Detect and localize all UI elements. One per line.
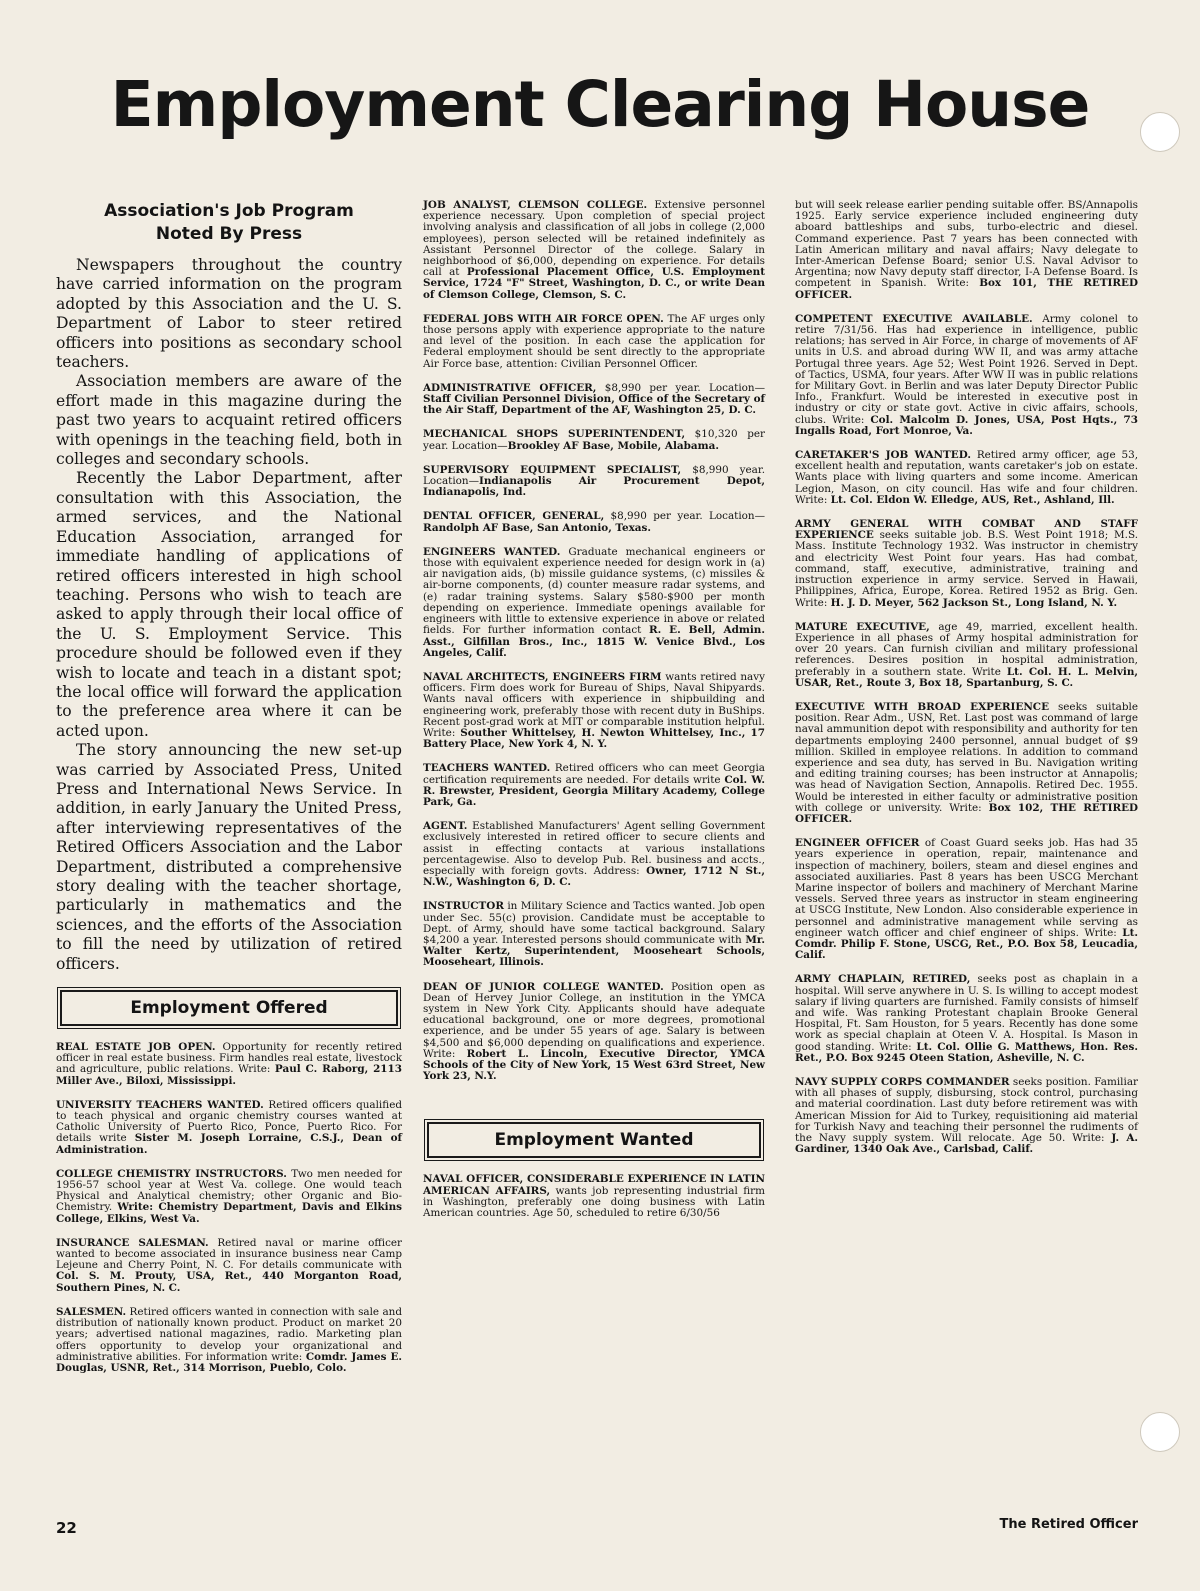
magazine-footer: The Retired Officer bbox=[999, 1517, 1138, 1532]
column-1 bbox=[56, 200, 402, 1387]
article-paragraph: The story announcing the new set-up was carried by Associated Press, United Press and International News Service. In addition, in early January the United Press, after interviewing representatives of the Retired Officers Association and the Labor Department, distributed a comprehensive story dealing with the teacher shortage, particularly in mathematics and the sciences, and the efforts of the Association to fill the need by utilization of retired officers. bbox=[56, 741, 402, 973]
employment-wanted-heading: Employment Wanted bbox=[427, 1122, 761, 1158]
ad-heading: ARMY GENERAL WITH COMBAT AND STAFF EXPERIENCE bbox=[795, 518, 1138, 542]
ad-heading: AGENT. bbox=[423, 820, 468, 833]
ad-heading: INSURANCE SALESMAN. bbox=[56, 1236, 209, 1249]
ad-body: seeks post as chaplain in a hospital. Will serve anywhere in U. S. Is willing to accept modest salary if living quarters are furnished. Family consists of himself and wife. Was ranking Protestant chaplain Brooke General Hospital, Ft. Sam Houston, for 5 years. Recently has done some work as special chaplain at Oteen V. A. Hospital. Is Mason in good standing. Write: bbox=[795, 973, 1138, 1053]
article-headline-line1: Association's Job Program bbox=[104, 201, 354, 221]
ad-heading: DEAN OF JUNIOR COLLEGE WANTED. bbox=[423, 980, 664, 993]
ad-body: The AF urges only those persons apply with experience appropriate to the nature and level of the position. In each case the application for Federal employment should be sent directly to the appropriate Air Force base, attention: Civilian Personnel Officer. bbox=[423, 312, 765, 370]
ad-body: $8,990 per year. Location— bbox=[596, 381, 765, 394]
offered-ads-list bbox=[56, 1042, 402, 1374]
ad-body: Extensive personnel experience necessary. Upon completion of special project involving analysis and classification of all jobs in college (2,000 employees), person selected will be retained indefinitely as Assistant Personnel Director of the college. Salary in neighborhood of $6,000, depending on experience. For details call at bbox=[423, 199, 765, 279]
ad-body: Retired officers wanted in connection with sale and distribution of nationally known product. Product on market 20 years; advertised national magazines, radio. Marketing plan offers opportunity to develop your organizational and administrative abilities. For information write: bbox=[56, 1305, 402, 1363]
ad-body: Two men needed for 1956-57 school year at West Va. college. One would teach Physical and Analytical chemistry; other Organic and Bio-Chemistry. bbox=[56, 1167, 402, 1214]
column-3 bbox=[795, 200, 1138, 1168]
classified-ad bbox=[795, 450, 1138, 506]
classified-ad bbox=[423, 465, 765, 499]
ad-heading: ADMINISTRATIVE OFFICER, bbox=[423, 381, 597, 394]
ad-heading: COLLEGE CHEMISTRY INSTRUCTORS. bbox=[56, 1167, 287, 1180]
ad-body: seeks position. Familiar with all phases of supply, disbursing, stock control, purchasing and material coordination. Last duty before retirement was with American Mission for Aid to Turkey, requisitioning aid material for Turkish Navy and teaching their personnel the rudiments of the Navy supply system. Will relocate. Age 50. Write: bbox=[795, 1076, 1138, 1145]
ad-body: $8,990 per year. Location— bbox=[604, 510, 766, 523]
ad-body: $10,320 per year. Location— bbox=[423, 428, 765, 452]
ad-contact: Lt. Col. Ollie G. Matthews, Hon. Res. Ret., P.O. Box 9245 Oteen Station, Asheville, N. C. bbox=[795, 1040, 1138, 1064]
ad-contact: Sister M. Joseph Lorraine, C.S.J., Dean of Administration. bbox=[56, 1132, 402, 1156]
ad-heading: MECHANICAL SHOPS SUPERINTENDENT, bbox=[423, 428, 686, 441]
classified-ad bbox=[423, 901, 765, 968]
page-title: Employment Clearing House bbox=[110, 68, 1090, 141]
classified-ad bbox=[423, 763, 765, 808]
classified-ad bbox=[423, 982, 765, 1083]
ad-contact: Mr. Walter Kertz, Superintendent, Mooseheart Schools, Mooseheart, Illinois. bbox=[423, 933, 765, 969]
classified-ad bbox=[56, 1100, 402, 1156]
ad-heading: ENGINEER OFFICER bbox=[795, 837, 920, 850]
classified-ad bbox=[56, 1238, 402, 1294]
ad-body: seeks suitable position. Rear Adm., USN, Ret. Last post was command of large naval ammunition depot with responsibility and authority for ten departments employing 2400 personnel, annual budget of $9 million. Skilled in employee relations. In addition to command experience and sea duty, has served in Bu. Navigation writing and editing training courses; has been instructor at Annapolis; was head of Navigation Section, Annapolis. Retired Dec. 1955. Would be interested in either faculty or administrative position with college or university. Write: bbox=[795, 700, 1138, 814]
ad-body: Retired army officer, age 53, excellent health and reputation, wants caretaker's job on estate. Wants place with living quarters and some income. American Legion, Mason, on city council. Has wife and four children. Write: bbox=[795, 449, 1138, 506]
ad-heading: SUPERVISORY EQUIPMENT SPECIALIST, bbox=[423, 463, 682, 476]
ad-heading: DENTAL OFFICER, GENERAL, bbox=[423, 510, 605, 523]
classified-ad bbox=[423, 1174, 765, 1219]
ad-contact: Col. W. R. Brewster, President, Georgia Military Academy, College Park, Ga. bbox=[423, 773, 765, 808]
ad-body: seeks suitable job. B.S. West Point 1918; M.S. Mass. Institute Technology 1932. Was instructor in chemistry and electricity West Point four years. Has had combat, command, staff, executive, administrative, training and instruction experience in army service. Served in Hawaii, Philippines, Africa, Europe, Korea. Retired 1952 as Brig. Gen. Write: bbox=[795, 529, 1138, 609]
article-paragraph: Association members are aware of the effort made in this magazine during the past two years to acquaint retired officers with openings in the teaching field, both in colleges and secondary schools. bbox=[56, 372, 402, 469]
article-paragraph: Newspapers throughout the country have carried information on the program adopted by this Association and the U. S. Department of Labor to steer retired officers into positions as secondary school teachers. bbox=[56, 256, 402, 372]
binder-hole-bottom bbox=[1140, 1412, 1180, 1452]
ad-heading: NAVY SUPPLY CORPS COMMANDER bbox=[795, 1076, 1010, 1089]
ad-body: Opportunity for recently retired officer in real estate business. Firm handles real estate, livestock and agriculture, public relations. Write: bbox=[56, 1041, 402, 1076]
ad-contact: Professional Placement Office, U.S. Employment Service, 1724 "F" Street, Washington, D. C., or write Dean of Clemson College, Clemson, S. C. bbox=[423, 266, 765, 301]
ad-contact: Col. S. M. Prouty, USA, Ret., 440 Morganton Road, Southern Pines, N. C. bbox=[56, 1270, 402, 1294]
employment-offered-heading: Employment Offered bbox=[60, 990, 398, 1026]
article-headline-line2: Noted By Press bbox=[155, 224, 303, 244]
ad-contact: Box 102, THE RETIRED OFFICER. bbox=[795, 801, 1139, 825]
classified-ad bbox=[423, 429, 765, 451]
ad-contact: R. E. Bell, Admin. Asst., Gilfillan Bros., Inc., 1815 W. Venice Blvd., Los Angeles, Calif. bbox=[423, 624, 765, 659]
ad-body: Established Manufacturers' Agent selling Government exclusively interested in retired officer to secure clients and assist in effecting contacts at various installations percentagewise. Also to develop Pub. Rel. business and accts., especially with foreign govts. Address: bbox=[423, 820, 765, 877]
ad-body: $8,990 year. Location— bbox=[423, 463, 765, 488]
ad-body: wants retired navy officers. Firm does work for Bureau of Ships, Naval Shipyards. Wants naval officers with experience in shipbuilding and engineering work, preferably those with recent duty in BuShips. Recent post-grad work at MIT or comparable institution helpful. Write: bbox=[423, 670, 765, 739]
ad-heading: FEDERAL JOBS WITH AIR FORCE OPEN. bbox=[423, 312, 664, 325]
ad-heading: SALESMEN. bbox=[56, 1305, 127, 1318]
ad-body: of Coast Guard seeks job. Has had 35 years experience in operation, repair, maintenance and inspection of machinery, boilers, steam and diesel engines and associated auxiliaries. Past 8 years has been USCG Merchant Marine inspector of boilers and machinery of Merchant Marine vessels. Served three years as instructor in steam engineering at USCG Institute, New London. Also considerable experience in personnel and administrative management while serving as engineer watch officer and chief engineer of ships. Write: bbox=[795, 837, 1139, 939]
ad-contact: Brookley AF Base, Mobile, Alabama. bbox=[507, 439, 719, 452]
ad-body: Retired naval or marine officer wanted to become associated in insurance business near Camp Lejeune and Cherry Point, N. C. For details communicate with bbox=[56, 1236, 402, 1272]
article-paragraph: Recently the Labor Department, after consultation with this Association, the armed services, and the National Education Association, arranged for immediate handling of applications of retired officers interested in high school teaching. Persons who wish to teach are asked to apply through their local office of the U. S. Employment Service. This procedure should be followed even if they wish to locate and teach in a distant spot; the local office will forward the application to the preference area where it can be acted upon. bbox=[56, 469, 402, 740]
classified-ad bbox=[423, 511, 765, 533]
ad-contact: Staff Civilian Personnel Division, Office of the Secretary of the Air Staff, Department of the AF, Washington 25, D. C. bbox=[423, 393, 765, 417]
ad-contact: Lt. Comdr. Philip F. Stone, USCG, Ret., P.O. Box 58, Leucadia, Calif. bbox=[795, 926, 1138, 962]
ad-contact: Indianapolis Air Procurement Depot, Indianapolis, Ind. bbox=[423, 475, 765, 499]
ad-heading: NAVAL OFFICER, CONSIDERABLE EXPERIENCE IN LATIN AMERICAN AFFAIRS, bbox=[423, 1173, 765, 1197]
classified-ad bbox=[795, 314, 1138, 437]
ad-contact: Owner, 1712 N St., N.W., Washington 6, D. C. bbox=[423, 864, 765, 889]
classified-ad bbox=[423, 200, 765, 301]
ad-body: Position open as Dean of Hervey Junior College, an institution in the YMCA system in New York City. Applicants should have adequate educational background, one or more degrees, promotional experience, and be under 55 years of age. Salary is between $4,500 and $6,000 depending on qualifications and experience. Write: bbox=[423, 980, 765, 1060]
ad-contact: Lt. Col. H. L. Melvin, USAR, Ret., Route 3, Box 18, Spartanburg, S. C. bbox=[795, 665, 1138, 689]
ad-heading: NAVAL ARCHITECTS, ENGINEERS FIRM bbox=[423, 670, 662, 683]
ad-contact: Write: Chemistry Department, Davis and Elkins College, Elkins, West Va. bbox=[56, 1201, 402, 1225]
ad-contact: Randolph AF Base, San Antonio, Texas. bbox=[423, 521, 651, 534]
ad-contact: Comdr. James E. Douglas, USNR, Ret., 314 Morrison, Pueblo, Colo. bbox=[56, 1350, 402, 1374]
classified-ad bbox=[795, 519, 1138, 609]
ad-heading: ARMY CHAPLAIN, RETIRED, bbox=[795, 973, 971, 986]
classified-ad bbox=[423, 821, 765, 888]
ad-body: Graduate mechanical engineers or those with equivalent experience needed for design work in (a) air navigation aids, (b) missile guidance systems, (c) missiles & air-borne components, (d) counter measure radar systems, and (e) radar training systems. Salary $580-$900 per month depending on experience. Immediate openings available for engineers with little to extensive experience in above or related fields. For further information contact bbox=[423, 545, 765, 637]
ad-contact: H. J. D. Meyer, 562 Jackson St., Long Island, N. Y. bbox=[830, 596, 1118, 609]
column-2 bbox=[423, 200, 765, 1232]
classified-ad bbox=[56, 1169, 402, 1225]
ad-contact: Box 101, THE RETIRED OFFICER. bbox=[795, 277, 1138, 301]
classified-ad bbox=[795, 838, 1138, 961]
offered-ads-list-continued bbox=[423, 200, 765, 1082]
ad-heading: ENGINEERS WANTED. bbox=[423, 545, 561, 558]
classified-ad bbox=[423, 672, 765, 750]
page-number: 22 bbox=[56, 1519, 77, 1537]
classified-ad bbox=[56, 1042, 402, 1087]
ad-body: Army colonel to retire 7/31/56. Has had experience in intelligence, public relations; has served in Air Force, in charge of movements of AF units in U.S. and abroad during WW II, and was army attache Portugal three years. Age 52; West Point 1926. Served in Dept. of Tactics, USMA, four years. After WW II was in public relations for Military Govt. in Berlin and was later Deputy Director Public Info., Frankfurt. Would be interested in executive post in industry or city or state govt. Active in civic affairs, schools, clubs. Write: bbox=[795, 312, 1138, 426]
ad-heading: TEACHERS WANTED. bbox=[423, 762, 551, 775]
classified-ad bbox=[795, 974, 1138, 1064]
classified-ad bbox=[423, 547, 765, 659]
ad-body: Retired officers qualified to teach physical and organic chemistry courses wanted at Catholic University of Puerto Rico, Ponce, Puerto Rico. For details write bbox=[56, 1098, 402, 1145]
wanted-ads-list-continued bbox=[795, 200, 1138, 1155]
ad-heading: UNIVERSITY TEACHERS WANTED. bbox=[56, 1098, 264, 1111]
ad-heading: EXECUTIVE WITH BROAD EXPERIENCE bbox=[795, 700, 1050, 713]
ad-contact: Robert L. Lincoln, Executive Director, YMCA Schools of the City of New York, 15 West 63rd Street, New York 23, N.Y. bbox=[423, 1047, 765, 1083]
ad-contact: Souther Whittelsey, H. Newton Whittelsey, Inc., 17 Battery Place, New York 4, N. Y. bbox=[423, 726, 765, 751]
ad-body: age 49, married, excellent health. Experience in all phases of Army hospital administration for over 20 years. Can furnish civilian and military professional references. Desires position in hospital administration, preferably in a southern state. Write bbox=[795, 620, 1138, 678]
ad-contact: J. A. Gardiner, 1340 Oak Ave., Carlsbad, Calif. bbox=[795, 1132, 1138, 1156]
ad-contact: Paul C. Raborg, 2113 Miller Ave., Biloxi, Mississippi. bbox=[56, 1063, 402, 1087]
ad-heading: MATURE EXECUTIVE, bbox=[795, 620, 930, 633]
classified-ad bbox=[423, 383, 765, 417]
ad-heading: REAL ESTATE JOB OPEN. bbox=[56, 1041, 216, 1054]
classified-ad bbox=[795, 200, 1138, 301]
ad-body: in Military Science and Tactics wanted. Job open under Sec. 55(c) provision. Candidate must be acceptable to Dept. of Army, should have some tactical background. Salary $4,200 a year. Interested persons should communicate with bbox=[423, 900, 765, 946]
classified-ad bbox=[56, 1307, 402, 1374]
ad-heading: JOB ANALYST, CLEMSON COLLEGE. bbox=[423, 199, 648, 211]
wanted-ads-list bbox=[423, 1174, 765, 1219]
classified-ad bbox=[795, 702, 1138, 825]
classified-ad bbox=[795, 1077, 1138, 1155]
ad-heading: CARETAKER'S JOB WANTED. bbox=[795, 449, 971, 462]
ad-body: wants job representing industrial firm in Washington, preferably one doing business with Latin American countries. Age 50, scheduled to retire 6/30/56 bbox=[423, 1184, 765, 1220]
ad-heading: INSTRUCTOR bbox=[423, 900, 504, 913]
ad-body: but will seek release earlier pending suitable offer. BS/Annapolis 1925. Early service experience included engineering duty aboard battleships and subs, turbo-electric and diesel. Command experience. Past 7 years has been connected with Latin American military and naval affairs; Navy delegate to Inter-American Defense Board; senior U.S. Naval Advisor to Argentina; now Navy deputy staff director, I-A Defense Board. Is competent in Spanish. Write: bbox=[795, 199, 1138, 290]
ad-contact: Lt. Col. Eldon W. Elledge, AUS, Ret., Ashland, Ill. bbox=[830, 493, 1115, 506]
classified-ad bbox=[423, 314, 765, 370]
ad-heading: COMPETENT EXECUTIVE AVAILABLE. bbox=[795, 312, 1033, 325]
article-headline bbox=[56, 200, 402, 246]
ad-body: Retired officers who can meet Georgia certification requirements are needed. For details write bbox=[423, 762, 765, 786]
ad-contact: Col. Malcolm D. Jones, USA, Post Hqts., 73 Ingalls Road, Fort Monroe, Va. bbox=[795, 413, 1138, 437]
classified-ad bbox=[795, 622, 1138, 689]
